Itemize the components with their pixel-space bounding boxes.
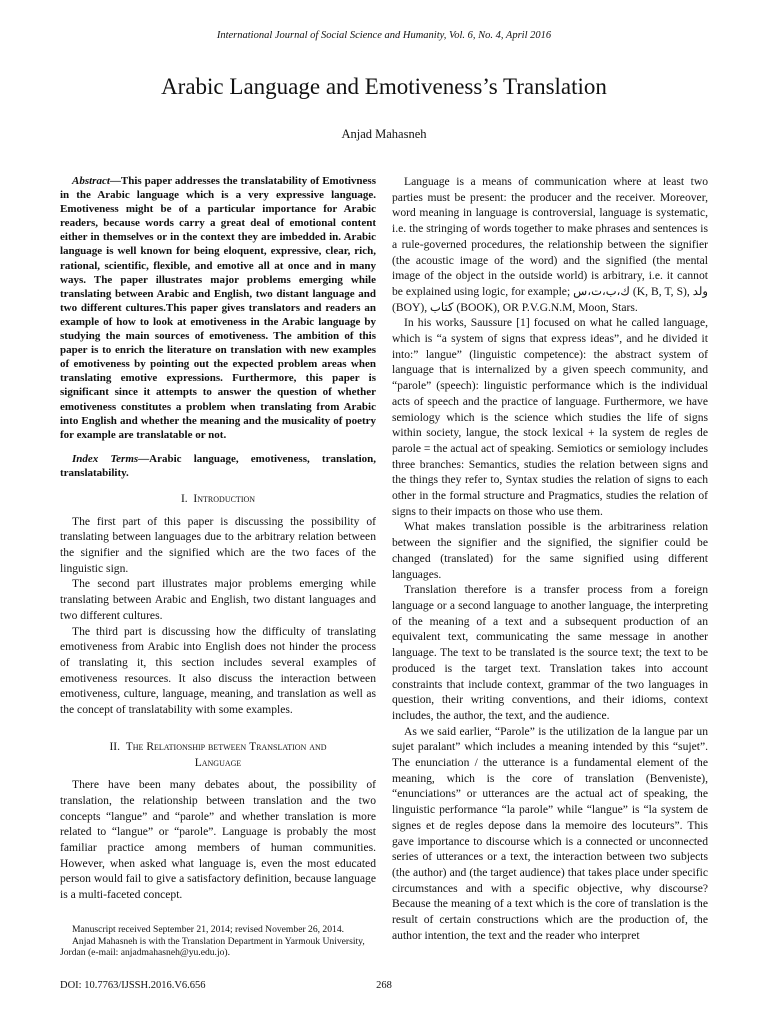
page-number: 268 <box>376 980 392 991</box>
section-heading-introduction: I. Introduction <box>180 492 256 505</box>
abstract <box>60 174 376 442</box>
paragraph: In his works, Saussure [1] focused on what he called language, which is “a system of signs that express ideas”, and he divided it into:” langue” (linguistic competence): the abstract system of language that is internalized by a given speech community, and “parole” (speech): linguistic performance which is the individual acts of speech and the practice of language. Furthermore, we have semiology which is the science which studies the life of signs within society, langue, the stock lexical + la system de regles de parole = the actual act of speaking. Semiotics or semiology includes three branches: Semantics, studies the relation between signs and the things they refer to, Syntax studies the relation of signs to each other in the formal structure and Pragmatics, studies the relation of signs to their impacts on those who use them. <box>392 316 708 518</box>
footnote-affiliation: Anjad Mahasneh is with the Translation Department in Yarmouk University, Jordan (e-mail: anjadmahasneh@yu.edu.jo). <box>60 935 365 958</box>
index-terms <box>60 452 376 480</box>
doi-footer: DOI: 10.7763/IJSSH.2016.V6.656 <box>60 980 206 991</box>
section-heading-relationship: II. The Relationship between Translation and Language <box>109 740 327 769</box>
journal-header: International Journal of Social Science and Humanity, Vol. 6, No. 4, April 2016 <box>216 30 552 41</box>
left-column <box>60 174 376 903</box>
paragraph: There have been many debates about, the possibility of translation, the relationship between translation and the two concepts “langue” and “parole” and whether translation is more related to “langue” or “parole”. Language is probably the most familiar practice among members of human communities. However, when asked what language is, even the most educated person would fail to give a satisfactory definition, because language is a multi-faceted concept. <box>60 778 376 902</box>
paragraph: Language is a means of communication where at least two parties must be present: the producer and the receiver. Moreover, word meaning in language is controversial, language is systematic, i.e. the stringing of words together to make phrases and sentences is a rule-governed procedures, the relationship between the signifier (the acoustic image of the word) and the signified (the mental image of the object in the outside world) is arbitrary, i.e. it cannot be explained using logic, for example; ك،ب،ت،س (K, B, T, S), ولد (BOY), كتاب (BOOK), OR P.V.G.N.M, Moon, Stars. <box>392 175 708 314</box>
paragraph: The third part is discussing how the difficulty of translating emotiveness from Arabic into English does not hinder the process of translating it, this section includes several examples of emotiveness resources. It also discuss the interaction between emotiveness, culture, language, meaning, and translation as well as the concept of translatability with some examples. <box>60 624 376 717</box>
paragraph: The second part illustrates major problems emerging while translating between Arabic and English, two distant languages and two different cultures. <box>60 577 376 622</box>
right-column <box>392 174 708 943</box>
index-terms-text: —Arabic language, emotiveness, translation, translatability. <box>60 452 376 479</box>
paper-author: Anjad Mahasneh <box>341 127 427 141</box>
footnotes <box>60 924 376 959</box>
paragraph: As we said earlier, “Parole” is the utilization de la langue par un sujet paralant” which includes a meaning intended by this “sujet”. The enunciation / the utterance is a fundamental element of the meaning, which is the core of translation (Benveniste), “enunciations” or utterances are the actual act of speaking, the linguistic performance “la parole” while “langue” is “la system de signes et de regles depose dans la memoire des locuteurs”. This gave importance to discourse which is a connected or unconnected series of utterances or a text, the interaction between two subjects (the author) and (the target audience) that takes place under specific circumstances and with a specific objective, why discourse? Because the meaning of a text which is the core of translation is the result of certain constructions which are the production of, the author intention, the text and the reader who interpret <box>392 724 708 942</box>
footnote-received: Manuscript received September 21, 2014; revised November 26, 2014. <box>72 924 345 935</box>
paragraph: Translation therefore is a transfer process from a foreign language or a second language to another language, the interpreting of the meaning of a text and a subsequent production of an equivalent text, communicating the same message in another language. The text to be translated is the source text; the text to be produced is the target text. Translation takes into account constraints that include context, grammar of the two languages in question, their writing conventions, and their idioms, context includes, the author, the text, and the audience. <box>392 583 708 722</box>
paragraph: What makes translation possible is the arbitrariness relation between the signifier and the signified, the signifier could be changed (translated) for the same signified using different languages. <box>392 520 708 581</box>
paragraph: The first part of this paper is discussing the possibility of translating between languages due to the arbitrary relation between the signifier and the signified which are the two faces of the linguistic sign. <box>60 514 376 575</box>
abstract-label: Abstract <box>72 175 110 187</box>
abstract-text: —This paper addresses the translatability of Emotivness in the Arabic language which is a very expressive language. Emotiveness might be of a particular importance for Arabic readers, because words carry a great deal of emotional content either in themselves or in the context they are imbedded in. Arabic language is well known for being eloquent, expressive, clear, rich, rational, scientific, flexible, and emotive all at once and in many ways. The paper illustrates major problems emerging while translating between Arabic and English, two distant language and two different cultures.This paper gives translators and readers an example of how to look at emotiveness in the Arabic language by studying the main sources of emotiveness. The ambition of this paper is to enrich the literature on translation with new examples of emotiveness by pointing out the expected problem areas when translating emotive expressions. Furthermore, this paper is significant since it attempts to answer the question of whether emotiveness constitutes a problem when translating from Arabic into English and whether the meaning and the musicality of poetry for example are translatable or not. <box>60 175 376 441</box>
index-terms-label: Index Terms <box>72 452 139 465</box>
paper-title: Arabic Language and Emotiveness’s Translation <box>161 74 607 99</box>
